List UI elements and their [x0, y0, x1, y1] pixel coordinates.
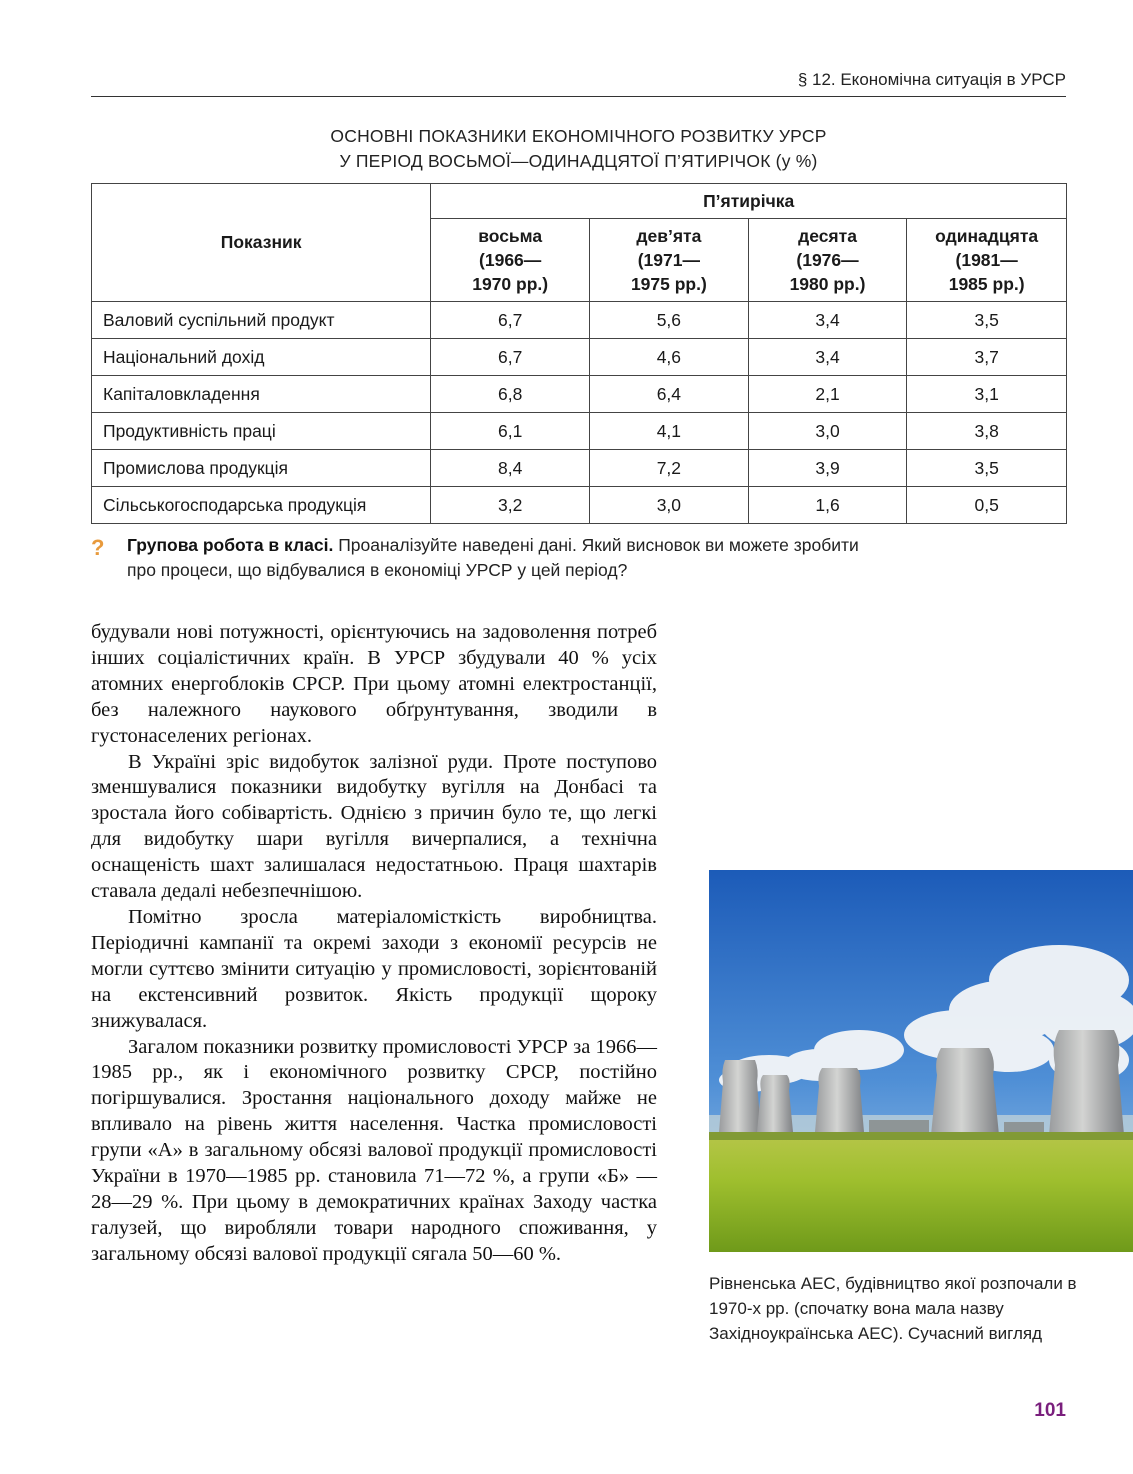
main-text	[91, 620, 657, 1268]
table-cell: 3,2	[431, 487, 590, 524]
table-cell: 0,5	[907, 487, 1067, 524]
table-row	[92, 376, 1067, 413]
table-title-line-2: У ПЕРІОД ВОСЬМОЇ—ОДИНАДЦЯТОЇ П’ЯТИРІЧОК (у %)	[339, 151, 818, 171]
row-label: Національний дохід	[92, 339, 431, 376]
column-header-period	[590, 219, 749, 302]
row-label: Промислова продукція	[92, 450, 431, 487]
period-end: 1970 рр.)	[472, 274, 549, 294]
table-cell: 6,1	[431, 413, 590, 450]
paragraph: В Україні зріс видобуток залізної руди. Проте поступово зменшувалися показники видобутку вугілля на Донбасі та зростала його собівартість. Однією з причин було те, що легкі для видобутку шари вугілля вичерпалися, а технічна оснащеність шахт залишалася недостатньою. Праця шахтарів ставала дедалі небезпечнішою.	[91, 750, 657, 903]
paragraph: Помітно зросла матеріаломісткість виробництва. Періодичні кампанії та окремі заходи з економії ресурсів не могли суттєво змінити ситуацію у промисловості, зорієнтованій на екстенсивний розвиток. Якість продукції щороку знижувалася.	[91, 905, 657, 1032]
table-title-line-1: ОСНОВНІ ПОКАЗНИКИ ЕКОНОМІЧНОГО РОЗВИТКУ УРСР	[330, 126, 827, 146]
table-title	[91, 124, 1066, 174]
column-header-period	[431, 219, 590, 302]
period-start: (1981—	[955, 250, 1018, 270]
table-row	[92, 487, 1067, 524]
table-row	[92, 302, 1067, 339]
table-cell: 3,1	[907, 376, 1067, 413]
period-start: (1966—	[479, 250, 542, 270]
table-cell: 4,6	[590, 339, 749, 376]
period-start: (1971—	[637, 250, 700, 270]
page-number: 101	[1034, 1400, 1066, 1421]
column-group-header-five-year-plan: П’ятирічка	[431, 184, 1067, 219]
table-row	[92, 339, 1067, 376]
table-row	[92, 413, 1067, 450]
table-cell: 3,4	[748, 302, 907, 339]
table-cell: 5,6	[590, 302, 749, 339]
table-cell: 6,8	[431, 376, 590, 413]
table-cell: 7,2	[590, 450, 749, 487]
row-label: Валовий суспільний продукт	[92, 302, 431, 339]
nuclear-plant-photo	[709, 870, 1133, 1252]
table-row	[92, 450, 1067, 487]
table-cell: 8,4	[431, 450, 590, 487]
question-mark-icon: ?	[91, 535, 105, 560]
table-cell: 3,7	[907, 339, 1067, 376]
table-cell: 6,7	[431, 339, 590, 376]
table-cell: 3,9	[748, 450, 907, 487]
economic-indicators-table	[91, 183, 1067, 524]
period-name: восьма	[478, 226, 543, 246]
task-text: Проаналізуйте наведені дані. Який висновок ви можете зробити про процеси, що відбувалися в економіці УРСР у цей період?	[127, 535, 859, 580]
table-cell: 3,4	[748, 339, 907, 376]
paragraph: будували нові потужності, орієнтуючись на задоволення потреб інших соціалістичних країн. В УРСР збудували 40 % усіх атомних енергоблоків СРСР. При цьому атомні електростанції, без належного наукового обґрунтування, зводили в густонаселених регіонах.	[91, 621, 657, 747]
task-heading: Групова робота в класі.	[127, 535, 334, 555]
column-header-period	[907, 219, 1067, 302]
group-work-task	[127, 533, 867, 583]
period-end: 1980 рр.)	[789, 274, 866, 294]
table-cell: 4,1	[590, 413, 749, 450]
period-name: одинадцята	[935, 226, 1039, 246]
table-cell: 3,5	[907, 450, 1067, 487]
table-cell: 3,5	[907, 302, 1067, 339]
period-start: (1976—	[796, 250, 859, 270]
period-name: дев’ята	[636, 226, 702, 246]
table-cell: 3,0	[590, 487, 749, 524]
row-label: Капіталовкладення	[92, 376, 431, 413]
table-cell: 1,6	[748, 487, 907, 524]
row-label: Сільськогосподарська продукція	[92, 487, 431, 524]
period-name: десята	[798, 226, 857, 246]
column-header-period	[748, 219, 907, 302]
table-cell: 6,7	[431, 302, 590, 339]
row-label: Продуктивність праці	[92, 413, 431, 450]
running-header: § 12. Економічна ситуація в УРСР	[91, 70, 1066, 97]
period-end: 1985 рр.)	[948, 274, 1025, 294]
table-cell: 2,1	[748, 376, 907, 413]
paragraph: Загалом показники розвитку промисловості УРСР за 1966—1985 рр., як і економічного розвитку СРСР, постійно погіршувалися. Зростання національного доходу майже не впливало на рівень життя населення. Частка промисловості групи «А» в загальному обсязі валової продукції промисловості України в 1970—1985 рр. становила 71—72 %, а групи «Б» — 28—29 %. При цьому в демократичних країнах Заходу частка галузей, що виробляли товари народного споживання, у загальному обсязі валової продукції сягала 50—60 %.	[91, 1035, 657, 1265]
table-cell: 3,8	[907, 413, 1067, 450]
table-cell: 3,0	[748, 413, 907, 450]
period-end: 1975 рр.)	[630, 274, 707, 294]
photo-caption: Рівненська АЕС, будівництво якої розпочали в 1970-х рр. (спочатку вона мала назву Західноукраїнська АЕС). Сучасний вигляд	[709, 1274, 1077, 1343]
column-header-indicator: Показник	[92, 184, 431, 302]
table-cell: 6,4	[590, 376, 749, 413]
